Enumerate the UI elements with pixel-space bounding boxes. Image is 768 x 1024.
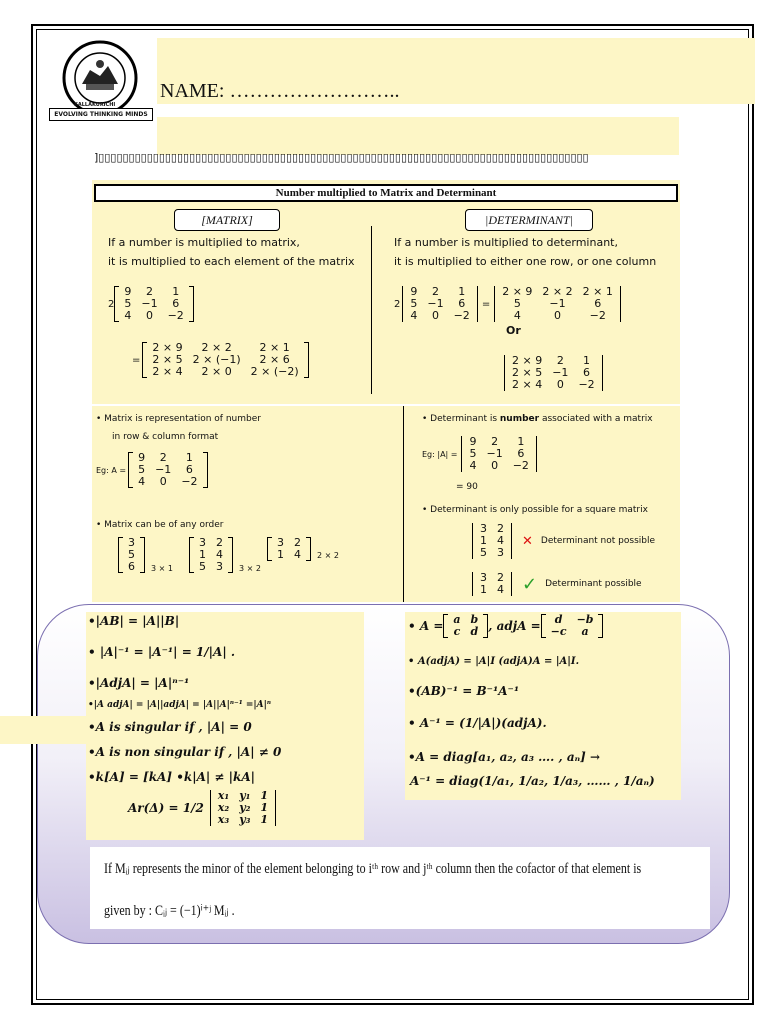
matrix-cell: 1 <box>198 548 206 561</box>
matrix-cell: 2 <box>293 536 301 549</box>
matrix-base <box>114 286 193 322</box>
order-3x2-sub: 3 × 2 <box>238 564 261 573</box>
matrix-cell: −2 <box>512 459 529 472</box>
matrix-cell: 4 <box>497 583 504 596</box>
matrix-row <box>497 310 618 322</box>
matrix-cell: 2 × 9 <box>512 354 543 367</box>
properties-right-box <box>405 612 681 800</box>
matrix-cell: y₂ <box>239 801 251 814</box>
matrix-cell: 0 <box>556 378 564 391</box>
matrix-body <box>546 614 599 638</box>
name-dots: …………………….. <box>229 80 400 102</box>
prop-inverse-det: • |A|⁻¹ = |A⁻¹| = 1/|A| . <box>88 645 236 659</box>
matrix-cell: 6 <box>517 447 525 460</box>
adj-mid: , adjA = <box>488 619 541 633</box>
right-bracket <box>228 537 233 573</box>
matrix-row <box>464 460 533 472</box>
matrix-example <box>108 286 194 322</box>
matrix-cell: 6 <box>172 297 180 310</box>
matrix-cell: 9 <box>410 285 418 298</box>
prop-ab: •|AB| = |A||B| <box>88 614 180 628</box>
matrix-cell: 5 <box>469 447 477 460</box>
right-bar <box>602 355 603 391</box>
adj-2x2 <box>541 614 604 638</box>
det-example <box>394 286 623 322</box>
left-bar <box>461 436 462 472</box>
matrix-product <box>132 342 309 378</box>
matrix-cell: 4 <box>293 548 301 561</box>
nonsquare-matrix <box>470 523 514 559</box>
matrix-definition-2: in row & column format <box>112 432 219 442</box>
school-motto: EVOLVING THINKING MINDS <box>49 108 153 121</box>
matrix-any-order: • Matrix can be of any order <box>96 520 224 530</box>
matrix-row <box>194 561 228 573</box>
det-eg <box>422 436 539 472</box>
cross-icon: ✕ <box>522 533 533 549</box>
matrix-cell: a <box>453 613 461 626</box>
matrix-cell: 2 × 9 <box>502 285 533 298</box>
matrix-cell: 3 <box>276 536 284 549</box>
left-bar <box>472 572 473 596</box>
matrix-cell: −1 <box>552 366 569 379</box>
right-bracket <box>203 452 208 488</box>
matrix-cell: 0 <box>431 309 439 322</box>
matrix-heading-box: [MATRIX] <box>174 209 280 231</box>
matrix-row <box>546 626 599 638</box>
matrix-cell: y₃ <box>239 813 251 826</box>
section1-title: Number multiplied to Matrix and Determinant <box>94 184 678 202</box>
matrix-rule-line1: If a number is multiplied to matrix, <box>108 236 300 249</box>
matrix-cell: 3 <box>480 571 487 584</box>
matrix-cell: 5 <box>198 560 206 573</box>
matrix-cell: 4 <box>410 309 418 322</box>
right-bracket <box>140 537 145 573</box>
det-base <box>400 286 479 322</box>
matrix-cell: −2 <box>167 309 184 322</box>
logo-town-text: KALLAKURICHI <box>74 102 116 108</box>
prop-a-adja: • A(adjA) = |A|I (adjA)A = |A|I. <box>408 656 580 667</box>
prop-adj-det: •|AdjA| = |A|ⁿ⁻¹ <box>88 676 190 690</box>
or-label: Or <box>506 324 521 337</box>
matrix-cell: x₁ <box>217 789 230 802</box>
a-2x2 <box>443 614 488 638</box>
matrix-row <box>272 549 306 561</box>
matrix-cell: 1 <box>480 583 487 596</box>
matrix-cell: 5 <box>128 548 135 561</box>
matrix-row <box>119 310 188 322</box>
det-possible-label: Determinant possible <box>545 579 642 589</box>
det-not-possible-example <box>470 523 655 559</box>
matrix-body <box>475 523 509 559</box>
det-value: = 90 <box>456 482 478 492</box>
matrix-row <box>448 626 483 638</box>
matrix-body <box>507 355 600 391</box>
matrix-cell: 2 × 0 <box>201 365 232 378</box>
matrix-cell: 6 <box>594 297 602 310</box>
matrix-cell: d <box>554 613 563 626</box>
matrix-cell: 3 <box>497 546 504 559</box>
matrix-cell: −2 <box>453 309 470 322</box>
matrix-cell: d <box>470 625 479 638</box>
matrix-cell: 1 <box>172 285 180 298</box>
matrix-cell: 2 <box>215 536 223 549</box>
matrix-cell: 0 <box>159 475 167 488</box>
matrix-row <box>405 310 474 322</box>
check-icon: ✓ <box>522 573 538 595</box>
prop-inverse-formula: • A⁻¹ = (1/|A|)(adjA). <box>408 716 547 730</box>
matrix-row <box>475 584 509 596</box>
order-2x2 <box>267 537 311 561</box>
right-bar <box>275 790 276 826</box>
right-bar <box>511 523 512 559</box>
area-lhs: Ar(Δ) = 1/2 <box>128 801 204 815</box>
determinant-definition: • Determinant is number associated with a matrix <box>422 414 653 424</box>
matrix-body <box>123 537 140 573</box>
cofactor-line2: given by : Cᵢⱼ = (−1)ⁱ⁺ʲ Mᵢⱼ . <box>104 902 235 919</box>
left-bar <box>402 286 403 322</box>
subheader-banner <box>157 117 679 155</box>
det-rule-line1: If a number is multiplied to determinant, <box>394 236 618 249</box>
matrix-cell: 4 <box>513 309 521 322</box>
matrix-cell: 0 <box>554 309 562 322</box>
matrix-cell: −1 <box>427 297 444 310</box>
right-bracket <box>189 286 194 322</box>
matrix-body <box>448 614 483 638</box>
matrix-cell: −1 <box>549 297 566 310</box>
prop-nonsingular: •A is non singular if , |A| ≠ 0 <box>88 745 282 759</box>
matrix-cell: 6 <box>128 560 135 573</box>
matrix-cell: c <box>453 625 461 638</box>
matrix-cell: x₃ <box>217 813 230 826</box>
matrix-cell: b <box>470 613 479 626</box>
prop-ab-inverse: •(AB)⁻¹ = B⁻¹A⁻¹ <box>408 684 520 698</box>
left-edge-highlight <box>0 716 90 744</box>
matrix-definition: • Matrix is representation of number <box>96 414 261 424</box>
matrix-cell: 2 <box>145 285 153 298</box>
matrix-cell: 1 <box>260 813 269 826</box>
det-eg-matrix <box>459 436 538 472</box>
det-not-possible-label: Determinant not possible <box>540 536 656 546</box>
right-bar <box>536 436 537 472</box>
cofactor-line1: If Mᵢⱼ represents the minor of the element belonging to iᵗʰ row and jᵗʰ column then the cofactor of that element is <box>104 860 642 877</box>
matrix-cell: 4 <box>497 534 504 547</box>
matrix-cell: 1 <box>260 801 269 814</box>
matrix-body <box>405 286 474 322</box>
matrix-cell: 4 <box>138 475 146 488</box>
matrix-row <box>133 476 202 488</box>
matrix-eg-matrix <box>128 452 207 488</box>
matrix-row <box>147 366 303 378</box>
matrix-cell: −b <box>576 613 594 626</box>
matrix-cell: 4 <box>215 548 223 561</box>
matrix-cell: 1 <box>458 285 466 298</box>
matrix-cell: 3 <box>215 560 223 573</box>
prop-singular: •A is singular if , |A| = 0 <box>88 720 252 734</box>
matrix-cell: 2 <box>431 285 439 298</box>
matrix-cell: −1 <box>486 447 503 460</box>
prop-a-adj: •|A adjA| = |A||adjA| = |A||A|ⁿ⁻¹ =|A|ⁿ <box>88 700 272 710</box>
matrix-cell: 2 <box>497 522 504 535</box>
matrix-cell: 0 <box>491 459 499 472</box>
section2-divider <box>403 406 404 602</box>
matrix-cell: 2 × 2 <box>201 341 232 354</box>
matrix-body <box>147 342 303 378</box>
matrix-row <box>475 547 509 559</box>
area-determinant <box>208 790 278 826</box>
matrix-cell: −2 <box>578 378 595 391</box>
left-bar <box>210 790 211 826</box>
matrix-cell: 2 <box>491 435 499 448</box>
matrix-cell: 6 <box>458 297 466 310</box>
matrix-rule-line2: it is multiplied to each element of the matrix <box>108 255 355 268</box>
matrix-cell: 9 <box>138 451 146 464</box>
matrix-cell: 2 × 1 <box>259 341 290 354</box>
matrix-cell: 5 <box>138 463 146 476</box>
matrix-body <box>475 572 509 596</box>
matrix-cell: −1 <box>141 297 158 310</box>
right-bar <box>511 572 512 596</box>
matrix-cell: 4 <box>469 459 477 472</box>
prop-scalar: •k[A] = [kA] •k|A| ≠ |kA| <box>88 770 256 784</box>
area-formula <box>128 790 278 826</box>
matrix-cell: 2 × 9 <box>152 341 183 354</box>
det-possible-example <box>470 572 642 596</box>
order-2x2-sub: 2 × 2 <box>316 550 339 560</box>
matrix-body <box>119 286 188 322</box>
matrix-cell: 9 <box>124 285 132 298</box>
matrix-body <box>272 537 306 561</box>
matrix-cell: 1 <box>583 354 591 367</box>
matrix-cell: 4 <box>124 309 132 322</box>
prop-adj-2x2 <box>408 614 603 638</box>
matrix-cell: 1 <box>276 548 284 561</box>
scalar: 2 <box>108 298 115 310</box>
right-bracket <box>304 342 309 378</box>
matrix-body <box>497 286 618 322</box>
matrix-cell: 3 <box>198 536 206 549</box>
matrix-cell: 2 × 2 <box>542 285 573 298</box>
det-scalar: 2 <box>394 298 401 310</box>
order-examples <box>118 537 339 573</box>
matrix-cell: 1 <box>260 789 269 802</box>
matrix-cell: −c <box>550 625 567 638</box>
matrix-cell: 2 × 1 <box>582 285 613 298</box>
matrix-cell: 5 <box>480 546 487 559</box>
det-eg-label: Eg: |A| = <box>422 449 458 459</box>
matrix-cell: 2 × 4 <box>512 378 543 391</box>
det-rule-line2: it is multiplied to either one row, or one column <box>394 255 657 268</box>
matrix-cell: 1 <box>517 435 525 448</box>
matrix-body <box>194 537 228 573</box>
square-matrix <box>470 572 514 596</box>
det-equals: = <box>481 298 491 310</box>
det-col-wrap <box>502 355 605 391</box>
matrix-row <box>507 379 600 391</box>
matrix-times <box>142 342 308 378</box>
det-square-only: • Determinant is only possible for a square matrix <box>422 505 648 515</box>
determinant-heading-box: |DETERMINANT| <box>465 209 593 231</box>
matrix-eg <box>96 452 208 488</box>
matrix-cell: 5 <box>513 297 521 310</box>
matrix-row <box>123 561 140 573</box>
matrix-cell: 2 × 6 <box>259 353 290 366</box>
det-row-multiplied <box>492 286 623 322</box>
matrix-cell: 1 <box>480 534 487 547</box>
left-bar <box>504 355 505 391</box>
order-3x2 <box>189 537 233 573</box>
matrix-cell: 2 <box>497 571 504 584</box>
matrix-cell: 0 <box>145 309 153 322</box>
matrix-cell: 5 <box>410 297 418 310</box>
right-bracket <box>598 614 603 638</box>
matrix-cell: 9 <box>469 435 477 448</box>
matrix-cell: −2 <box>181 475 198 488</box>
matrix-body <box>213 790 273 826</box>
equals-sign: = <box>132 354 141 366</box>
section1-divider <box>371 226 372 394</box>
det-column-multiplied <box>502 355 605 391</box>
matrix-cell: −2 <box>589 309 606 322</box>
eg-label: Eg: A = <box>96 465 127 475</box>
adj-pre: • A = <box>408 619 444 633</box>
matrix-cell: 2 × (−1) <box>192 353 241 366</box>
matrix-body <box>133 452 202 488</box>
matrix-cell: 5 <box>124 297 132 310</box>
matrix-cell: 2 × 5 <box>152 353 183 366</box>
order-3x1 <box>118 537 145 573</box>
matrix-cell: 6 <box>583 366 591 379</box>
left-bar <box>494 286 495 322</box>
matrix-cell: 2 × (−2) <box>250 365 299 378</box>
matrix-cell: x₂ <box>217 801 230 814</box>
right-bracket <box>306 537 311 561</box>
matrix-body <box>464 436 533 472</box>
glyph-row: ]▯▯▯▯▯▯▯▯▯▯▯▯▯▯▯▯▯▯▯▯▯▯▯▯▯▯▯▯▯▯▯▯▯▯▯▯▯▯▯▯▯▯▯▯▯▯▯▯▯▯▯▯▯▯▯▯▯▯▯▯▯▯▯▯▯▯▯▯▯▯▯▯▯▯▯▯▯▯▯▯▯ <box>94 151 589 164</box>
matrix-cell: 2 <box>159 451 167 464</box>
prop-diag: •A = diag[a₁, a₂, a₃ …. , aₙ] → <box>408 750 601 764</box>
matrix-row <box>213 814 273 826</box>
prop-diag-inverse: A⁻¹ = diag(1/a₁, 1/a₂, 1/a₃, …… , 1/aₙ) <box>410 774 655 788</box>
matrix-cell: 2 × 5 <box>512 366 543 379</box>
matrix-cell: 2 × 4 <box>152 365 183 378</box>
name-label: NAME: …………………….. <box>160 80 400 102</box>
matrix-cell: 2 <box>556 354 564 367</box>
left-bar <box>472 523 473 559</box>
matrix-cell: −1 <box>155 463 172 476</box>
matrix-cell: 6 <box>185 463 193 476</box>
right-bar <box>620 286 621 322</box>
right-bar <box>477 286 478 322</box>
order-3x1-sub: 3 × 1 <box>151 564 173 573</box>
matrix-cell: y₁ <box>239 789 251 802</box>
matrix-cell: 1 <box>185 451 193 464</box>
matrix-cell: 3 <box>480 522 487 535</box>
matrix-cell: 3 <box>128 536 135 549</box>
matrix-cell: a <box>581 625 589 638</box>
